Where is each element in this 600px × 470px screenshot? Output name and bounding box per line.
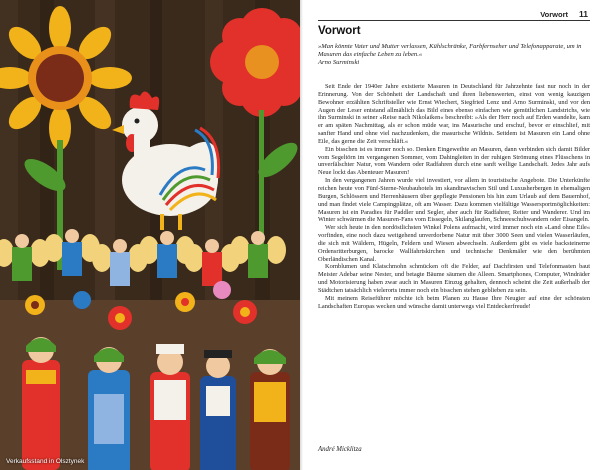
text-page	[318, 0, 590, 470]
running-head-title: Vorwort	[540, 10, 568, 19]
body-text	[318, 83, 590, 310]
page-gutter	[300, 0, 303, 470]
paragraph: Mit meinem Reiseführer möchte ich beim Planen zu Hause Ihre Neugier auf eine der schönsten Landschaften Europas wecken und wünsche damit unterwegs viel Entdeckerfreude!	[318, 294, 590, 310]
paragraph: In den vergangenen Jahren wurde viel investiert, vor allem in touristische Angebote. Die Unterkünfte reichen heute von Fünf-Sterne-Neubauhotels im skandinavischen Stil und Luxusherbergen in ehemaligen Burgen, Schlössern und Herrenhäusern über gepflegte Pensionen bis hin zum Urlaub auf dem Bauernhof, und man findet viele Campingplätze, oft am Wasser. Dazu kommen vielfältige Wassersportmöglichkeiten: Masuren ist ein Paradies für Paddler und Segler, aber auch für Radfahrer, Reiter und Wanderer. Und im Winter schwärmen die Masuren-Fans vom Eissegeln, Skilanglaufen, Schneeschuhwandern oder Eisangeln.	[318, 177, 590, 224]
page-number: 11	[579, 9, 588, 19]
epigraph-quote: »Man könnte Vater und Mutter verlassen, Kühlschränke, Farbfernseher und Telefonapparate, um in Masuren das einfache Leben zu leben.«	[318, 43, 582, 59]
paragraph: Kornblumen und Klatschmohn schmücken oft die Felder, auf Dachfirsten und Telefonmasten baut Meister Adebar seine Nester, und betagte Bäume säumen die Alleen. Smartphones, Computer, Windräder und Motorisierung haben zwar auch in Masuren Einzug gehalten, dennoch scheint die Zeit außerhalb der Städtchen tatsächlich vielerorts immer noch ein bisschen stehen geblieben zu sein.	[318, 263, 590, 294]
author-signature: André Micklitza	[318, 446, 362, 453]
chapter-title: Vorwort	[318, 25, 361, 37]
epigraph-author: Arno Surminski	[318, 59, 360, 67]
paragraph: Ein bisschen ist es immer noch so. Denken Eingeweihte an Masuren, dann verbinden sich damit Bilder vom Segeltörn im vergangenen Sommer, vom Dahingleiten in der ruhigen Strömung eines Flüsschens in unverfälschter Natur, vom Wandern oder Radfahren durch eine sanft wellige Landschaft. Jedes Jahr aufs Neue lockt das Abenteuer Masuren!	[318, 145, 590, 177]
paragraph: Seit Ende der 1940er Jahre existierte Masuren in Deutschland für Jahrzehnte fast nur noch in der Erinnerung. Von der Schönheit der Landschaft und ihren liebenswerten, einst von wenig kauzigen Bewohner erzählten Schriftsteller wie Ernst Wiechert, Siegfried Lenz und Arno Surminski, und vor den Augen der Leser entstand allmählich das Bild eines ebenso einfachen wie gemütlichen Landstrichs, wie ihn Surminski in seiner »Reise nach Nikolaiken« beschreibt: »Als der Herr noch auf Erden wandelte, kam er am späten Nachmittag, als er schon müde war, ins Masurische und erschuf, bevor er einschlief, mit sanfter Hand und ohne viel nachzudenken, die masurische Wildnis. Seitdem ist Masuren ein Land ohne Eile, das gerne die Zeit verschläft.«	[318, 83, 590, 145]
photo-caption: Verkaufsstand in Olsztynek	[6, 458, 85, 465]
running-head	[318, 9, 590, 21]
paragraph: Wer sich heute in den nordöstlichsten Winkel Polens aufmacht, wird immer noch ein »Land ohne Eile« vorfinden, eine noch dazu weitgehend unverdorbene Natur mit über 3000 Seen und vielen Wasserläufen, die sich mit Wäldern, Hügeln, Feldern und Wiesen abwechseln. Außerdem gibt es viele backsteinerne Ordensritterburgen, barocke Wallfahrtskirchen und technische Denkmäler wie den berühmten Oberländischen Kanal.	[318, 224, 590, 263]
epigraph	[318, 43, 590, 68]
